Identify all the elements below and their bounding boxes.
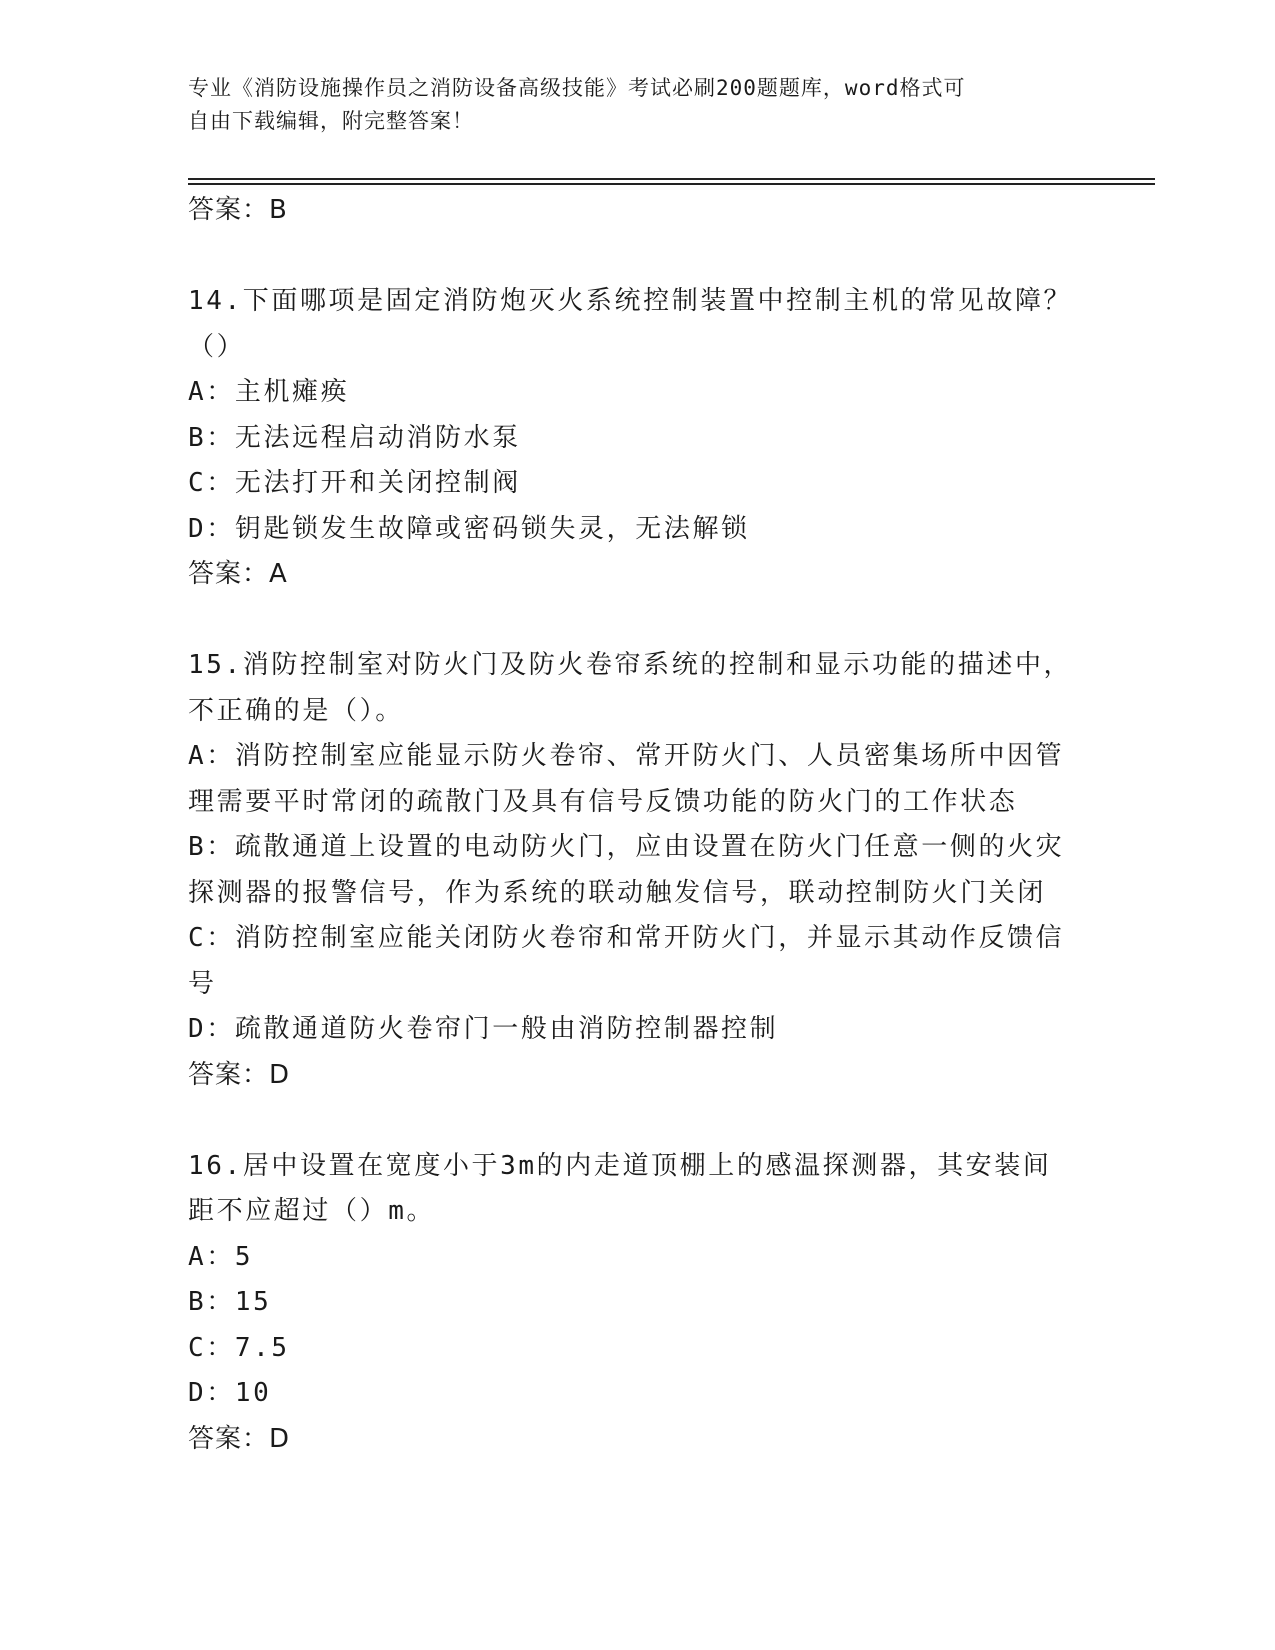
question-text: （） xyxy=(188,331,246,362)
header-rule-bottom xyxy=(188,183,1155,185)
option-d: D：疏散通道防火卷帘门一般由消防控制器控制 xyxy=(188,1014,779,1044)
option-a: A：5 xyxy=(188,1241,254,1272)
option-c: 号 xyxy=(188,968,217,999)
question-block xyxy=(188,1144,1088,1462)
question-list xyxy=(188,188,1088,1462)
question-text: 15.消防控制室对防火门及防火卷帘系统的控制和显示功能的描述中， xyxy=(188,650,1073,680)
option-a: A：消防控制室应能显示防火卷帘、常开防火门、人员密集场所中因管 xyxy=(188,741,1065,771)
answer-line: 答案：D xyxy=(188,1423,291,1454)
option-d: D：钥匙锁发生故障或密码锁失灵，无法解锁 xyxy=(188,513,750,544)
question-block xyxy=(188,643,1088,1098)
question-block xyxy=(188,279,1088,597)
spacer xyxy=(188,597,1088,643)
option-b: B：15 xyxy=(188,1287,272,1317)
option-c: C：消防控制室应能关闭防火卷帘和常开防火门，并显示其动作反馈信 xyxy=(188,923,1065,953)
option-b: B：无法远程启动消防水泵 xyxy=(188,422,521,453)
question-text: 14.下面哪项是固定消防炮灭火系统控制装置中控制主机的常见故障？ xyxy=(188,286,1073,316)
question-text: 不正确的是（）。 xyxy=(188,695,404,726)
option-a: A：主机瘫痪 xyxy=(188,377,350,407)
header-line-2: 自由下载编辑，附完整答案！ xyxy=(188,109,474,133)
option-c: C：7.5 xyxy=(188,1332,290,1363)
question-text: 16.居中设置在宽度小于3m的内走道顶棚上的感温探测器，其安装间 xyxy=(188,1150,1052,1181)
previous-answer: 答案：B xyxy=(188,195,288,225)
answer-line: 答案：D xyxy=(188,1059,291,1090)
option-c: C：无法打开和关闭控制阀 xyxy=(188,468,521,498)
answer-line: 答案：A xyxy=(188,559,288,589)
option-b: 探测器的报警信号，作为系统的联动触发信号，联动控制防火门关闭 xyxy=(188,877,1047,908)
header-rule-top xyxy=(188,178,1155,180)
option-a: 理需要平时常闭的疏散门及具有信号反馈功能的防火门的工作状态 xyxy=(188,786,1018,817)
document-header xyxy=(188,72,1068,138)
spacer xyxy=(188,1098,1088,1144)
spacer xyxy=(188,233,1088,279)
question-text: 距不应超过（）m。 xyxy=(188,1196,436,1226)
option-b: B：疏散通道上设置的电动防火门，应由设置在防火门任意一侧的火灾 xyxy=(188,832,1065,862)
header-line-1: 专业《消防设施操作员之消防设备高级技能》考试必刷200题题库，word格式可 xyxy=(188,76,966,100)
option-d: D：10 xyxy=(188,1378,272,1408)
